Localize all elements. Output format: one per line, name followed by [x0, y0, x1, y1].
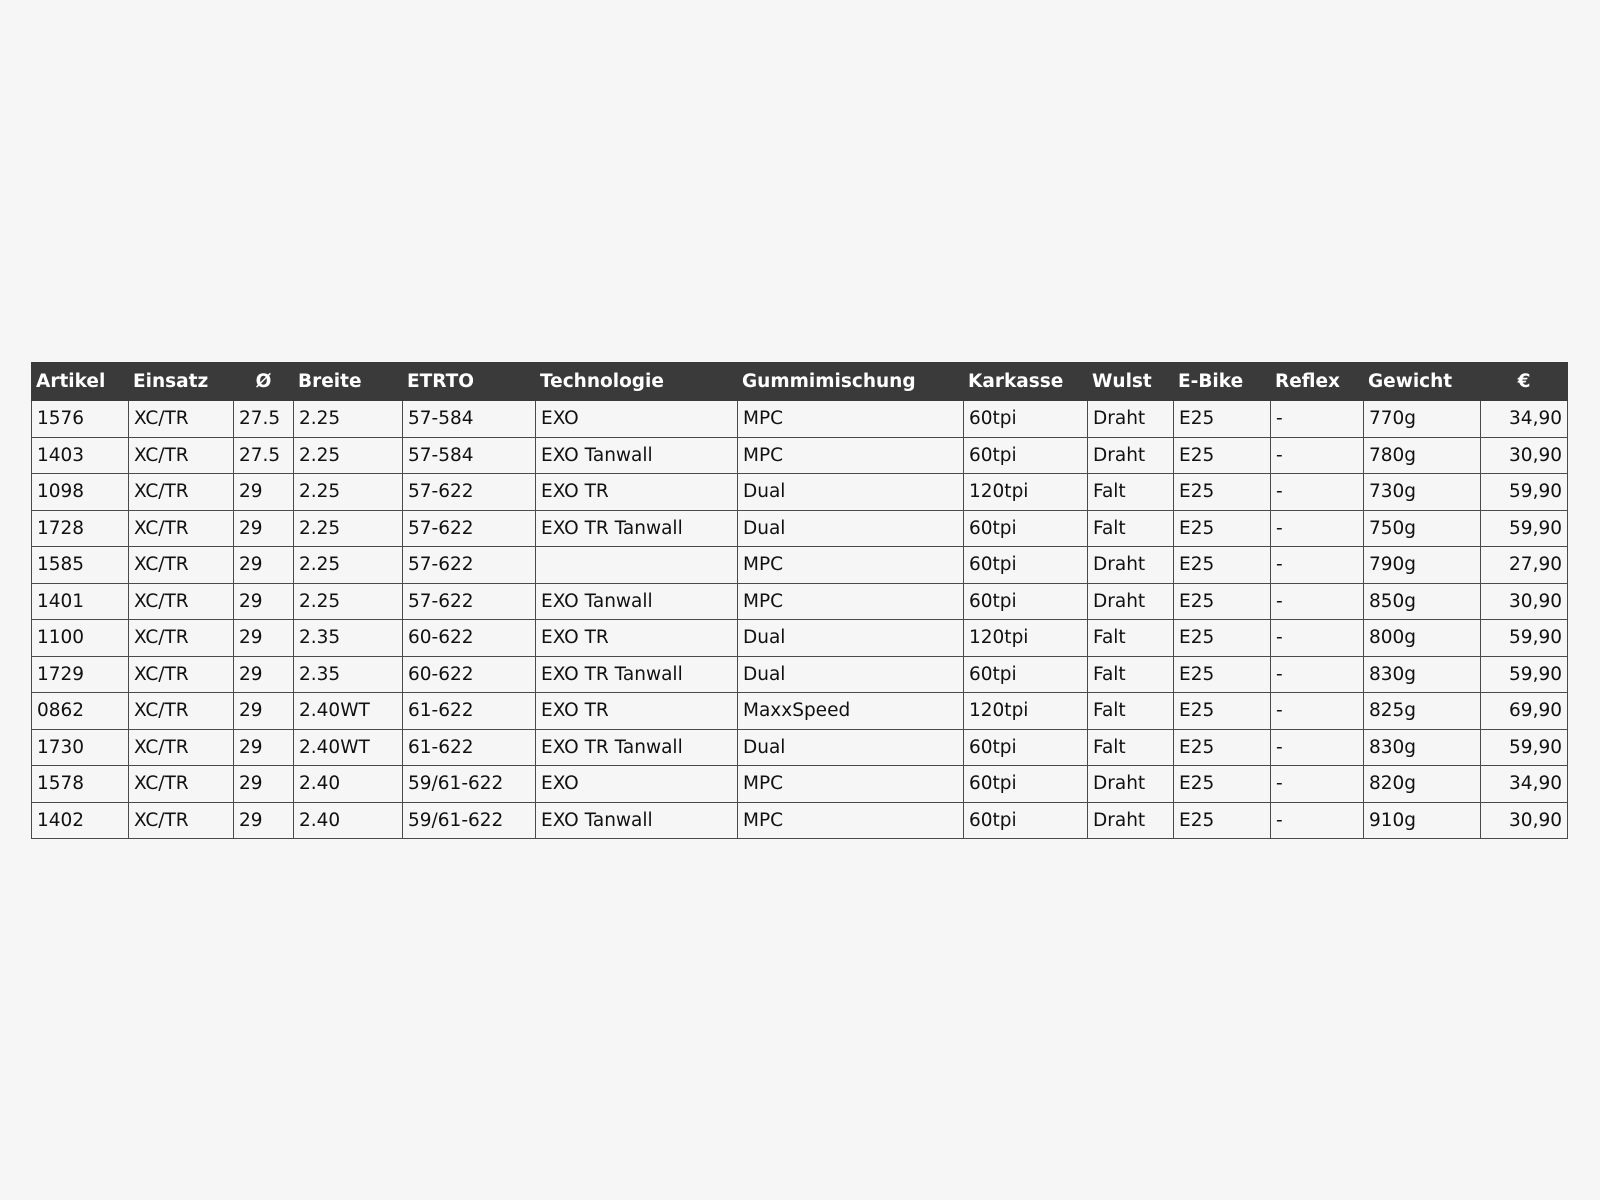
cell-gummimischung: Dual — [738, 474, 964, 511]
cell-etrto: 60-622 — [403, 656, 536, 693]
table-row — [32, 656, 1568, 693]
cell-diameter: 29 — [234, 547, 294, 584]
cell-price: 27,90 — [1481, 547, 1568, 584]
cell-reflex: - — [1271, 729, 1364, 766]
header-price: € — [1481, 363, 1568, 401]
cell-karkasse: 60tpi — [964, 766, 1088, 803]
cell-technologie: EXO — [536, 766, 738, 803]
cell-wulst: Draht — [1088, 583, 1174, 620]
cell-reflex: - — [1271, 620, 1364, 657]
table-body — [32, 401, 1568, 839]
cell-einsatz: XC/TR — [129, 802, 234, 839]
cell-karkasse: 60tpi — [964, 547, 1088, 584]
cell-einsatz: XC/TR — [129, 474, 234, 511]
cell-artikel: 1403 — [32, 437, 129, 474]
cell-ebike: E25 — [1174, 656, 1271, 693]
cell-reflex: - — [1271, 510, 1364, 547]
cell-reflex: - — [1271, 474, 1364, 511]
cell-technologie: EXO TR — [536, 693, 738, 730]
cell-gummimischung: MPC — [738, 437, 964, 474]
cell-gummimischung: MPC — [738, 583, 964, 620]
header-etrto: ETRTO — [403, 363, 536, 401]
table-row — [32, 510, 1568, 547]
cell-wulst: Falt — [1088, 693, 1174, 730]
cell-gummimischung: MPC — [738, 547, 964, 584]
cell-artikel: 1578 — [32, 766, 129, 803]
cell-einsatz: XC/TR — [129, 547, 234, 584]
cell-gewicht: 780g — [1364, 437, 1481, 474]
cell-technologie: EXO TR — [536, 474, 738, 511]
cell-technologie: EXO TR Tanwall — [536, 510, 738, 547]
cell-wulst: Falt — [1088, 656, 1174, 693]
cell-price: 59,90 — [1481, 474, 1568, 511]
cell-karkasse: 60tpi — [964, 437, 1088, 474]
cell-diameter: 29 — [234, 474, 294, 511]
cell-breite: 2.25 — [294, 547, 403, 584]
cell-ebike: E25 — [1174, 620, 1271, 657]
cell-gewicht: 770g — [1364, 401, 1481, 438]
cell-technologie: EXO Tanwall — [536, 583, 738, 620]
cell-artikel: 1098 — [32, 474, 129, 511]
cell-diameter: 27.5 — [234, 401, 294, 438]
cell-karkasse: 60tpi — [964, 510, 1088, 547]
cell-technologie: EXO TR — [536, 620, 738, 657]
cell-gummimischung: MPC — [738, 766, 964, 803]
cell-ebike: E25 — [1174, 802, 1271, 839]
cell-breite: 2.40 — [294, 802, 403, 839]
cell-artikel: 1100 — [32, 620, 129, 657]
cell-diameter: 29 — [234, 802, 294, 839]
cell-karkasse: 60tpi — [964, 729, 1088, 766]
cell-gummimischung: Dual — [738, 620, 964, 657]
cell-gewicht: 825g — [1364, 693, 1481, 730]
cell-gummimischung: MPC — [738, 802, 964, 839]
cell-breite: 2.40WT — [294, 729, 403, 766]
cell-gewicht: 790g — [1364, 547, 1481, 584]
cell-gewicht: 830g — [1364, 656, 1481, 693]
cell-reflex: - — [1271, 656, 1364, 693]
cell-technologie: EXO Tanwall — [536, 437, 738, 474]
cell-ebike: E25 — [1174, 583, 1271, 620]
cell-breite: 2.25 — [294, 401, 403, 438]
cell-etrto: 59/61-622 — [403, 802, 536, 839]
cell-etrto: 57-584 — [403, 401, 536, 438]
cell-price: 59,90 — [1481, 656, 1568, 693]
cell-etrto: 57-622 — [403, 474, 536, 511]
cell-etrto: 61-622 — [403, 693, 536, 730]
cell-reflex: - — [1271, 547, 1364, 584]
cell-einsatz: XC/TR — [129, 401, 234, 438]
cell-diameter: 29 — [234, 656, 294, 693]
table-row — [32, 766, 1568, 803]
cell-etrto: 60-622 — [403, 620, 536, 657]
cell-karkasse: 60tpi — [964, 802, 1088, 839]
cell-technologie: EXO Tanwall — [536, 802, 738, 839]
cell-price: 34,90 — [1481, 401, 1568, 438]
cell-karkasse: 120tpi — [964, 474, 1088, 511]
cell-technologie: EXO TR Tanwall — [536, 656, 738, 693]
cell-wulst: Falt — [1088, 620, 1174, 657]
cell-wulst: Falt — [1088, 729, 1174, 766]
header-diameter: Ø — [234, 363, 294, 401]
cell-price: 34,90 — [1481, 766, 1568, 803]
cell-ebike: E25 — [1174, 693, 1271, 730]
table-header — [32, 363, 1568, 401]
cell-reflex: - — [1271, 693, 1364, 730]
header-technologie: Technologie — [536, 363, 738, 401]
cell-breite: 2.25 — [294, 510, 403, 547]
cell-diameter: 29 — [234, 583, 294, 620]
cell-reflex: - — [1271, 583, 1364, 620]
cell-wulst: Draht — [1088, 802, 1174, 839]
cell-price: 69,90 — [1481, 693, 1568, 730]
header-gewicht: Gewicht — [1364, 363, 1481, 401]
cell-diameter: 29 — [234, 693, 294, 730]
cell-gewicht: 820g — [1364, 766, 1481, 803]
cell-artikel: 1402 — [32, 802, 129, 839]
cell-price: 59,90 — [1481, 620, 1568, 657]
cell-wulst: Draht — [1088, 766, 1174, 803]
cell-price: 59,90 — [1481, 510, 1568, 547]
table-row — [32, 620, 1568, 657]
header-karkasse: Karkasse — [964, 363, 1088, 401]
cell-etrto: 57-584 — [403, 437, 536, 474]
cell-diameter: 29 — [234, 510, 294, 547]
table-row — [32, 583, 1568, 620]
cell-einsatz: XC/TR — [129, 729, 234, 766]
tire-spec-table-container — [31, 362, 1567, 839]
cell-wulst: Draht — [1088, 401, 1174, 438]
table-row — [32, 474, 1568, 511]
cell-gewicht: 850g — [1364, 583, 1481, 620]
cell-karkasse: 60tpi — [964, 656, 1088, 693]
header-wulst: Wulst — [1088, 363, 1174, 401]
header-reflex: Reflex — [1271, 363, 1364, 401]
cell-gewicht: 750g — [1364, 510, 1481, 547]
cell-wulst: Falt — [1088, 510, 1174, 547]
cell-artikel: 1729 — [32, 656, 129, 693]
cell-einsatz: XC/TR — [129, 437, 234, 474]
header-gummimischung: Gummimischung — [738, 363, 964, 401]
cell-artikel: 1730 — [32, 729, 129, 766]
cell-ebike: E25 — [1174, 766, 1271, 803]
cell-reflex: - — [1271, 802, 1364, 839]
cell-artikel: 1585 — [32, 547, 129, 584]
cell-karkasse: 60tpi — [964, 583, 1088, 620]
cell-breite: 2.25 — [294, 437, 403, 474]
cell-wulst: Draht — [1088, 547, 1174, 584]
cell-einsatz: XC/TR — [129, 693, 234, 730]
cell-gummimischung: MaxxSpeed — [738, 693, 964, 730]
cell-etrto: 57-622 — [403, 510, 536, 547]
table-row — [32, 693, 1568, 730]
cell-ebike: E25 — [1174, 547, 1271, 584]
cell-diameter: 29 — [234, 729, 294, 766]
tire-spec-table — [31, 362, 1568, 839]
cell-gewicht: 800g — [1364, 620, 1481, 657]
cell-gewicht: 910g — [1364, 802, 1481, 839]
cell-breite: 2.40 — [294, 766, 403, 803]
cell-etrto: 57-622 — [403, 547, 536, 584]
table-row — [32, 401, 1568, 438]
cell-price: 30,90 — [1481, 583, 1568, 620]
header-ebike: E-Bike — [1174, 363, 1271, 401]
cell-breite: 2.40WT — [294, 693, 403, 730]
cell-technologie: EXO TR Tanwall — [536, 729, 738, 766]
cell-etrto: 61-622 — [403, 729, 536, 766]
cell-artikel: 1728 — [32, 510, 129, 547]
cell-reflex: - — [1271, 766, 1364, 803]
cell-ebike: E25 — [1174, 510, 1271, 547]
cell-etrto: 57-622 — [403, 583, 536, 620]
cell-price: 59,90 — [1481, 729, 1568, 766]
cell-karkasse: 120tpi — [964, 620, 1088, 657]
cell-reflex: - — [1271, 401, 1364, 438]
cell-einsatz: XC/TR — [129, 620, 234, 657]
table-row — [32, 802, 1568, 839]
header-breite: Breite — [294, 363, 403, 401]
cell-gewicht: 830g — [1364, 729, 1481, 766]
cell-wulst: Falt — [1088, 474, 1174, 511]
cell-ebike: E25 — [1174, 729, 1271, 766]
cell-karkasse: 60tpi — [964, 401, 1088, 438]
cell-technologie: EXO — [536, 401, 738, 438]
cell-diameter: 29 — [234, 766, 294, 803]
header-einsatz: Einsatz — [129, 363, 234, 401]
cell-etrto: 59/61-622 — [403, 766, 536, 803]
cell-price: 30,90 — [1481, 437, 1568, 474]
cell-breite: 2.25 — [294, 583, 403, 620]
cell-breite: 2.25 — [294, 474, 403, 511]
cell-ebike: E25 — [1174, 474, 1271, 511]
cell-breite: 2.35 — [294, 620, 403, 657]
cell-gummimischung: Dual — [738, 656, 964, 693]
cell-einsatz: XC/TR — [129, 583, 234, 620]
cell-gummimischung: Dual — [738, 729, 964, 766]
cell-einsatz: XC/TR — [129, 766, 234, 803]
cell-reflex: - — [1271, 437, 1364, 474]
cell-wulst: Draht — [1088, 437, 1174, 474]
cell-gummimischung: MPC — [738, 401, 964, 438]
cell-ebike: E25 — [1174, 401, 1271, 438]
cell-diameter: 27.5 — [234, 437, 294, 474]
cell-artikel: 1576 — [32, 401, 129, 438]
cell-artikel: 1401 — [32, 583, 129, 620]
cell-gummimischung: Dual — [738, 510, 964, 547]
cell-karkasse: 120tpi — [964, 693, 1088, 730]
cell-technologie — [536, 547, 738, 584]
table-row — [32, 437, 1568, 474]
cell-breite: 2.35 — [294, 656, 403, 693]
cell-artikel: 0862 — [32, 693, 129, 730]
cell-price: 30,90 — [1481, 802, 1568, 839]
table-row — [32, 729, 1568, 766]
cell-diameter: 29 — [234, 620, 294, 657]
cell-einsatz: XC/TR — [129, 656, 234, 693]
table-row — [32, 547, 1568, 584]
header-artikel: Artikel — [32, 363, 129, 401]
cell-ebike: E25 — [1174, 437, 1271, 474]
cell-einsatz: XC/TR — [129, 510, 234, 547]
header-row — [32, 363, 1568, 401]
cell-gewicht: 730g — [1364, 474, 1481, 511]
